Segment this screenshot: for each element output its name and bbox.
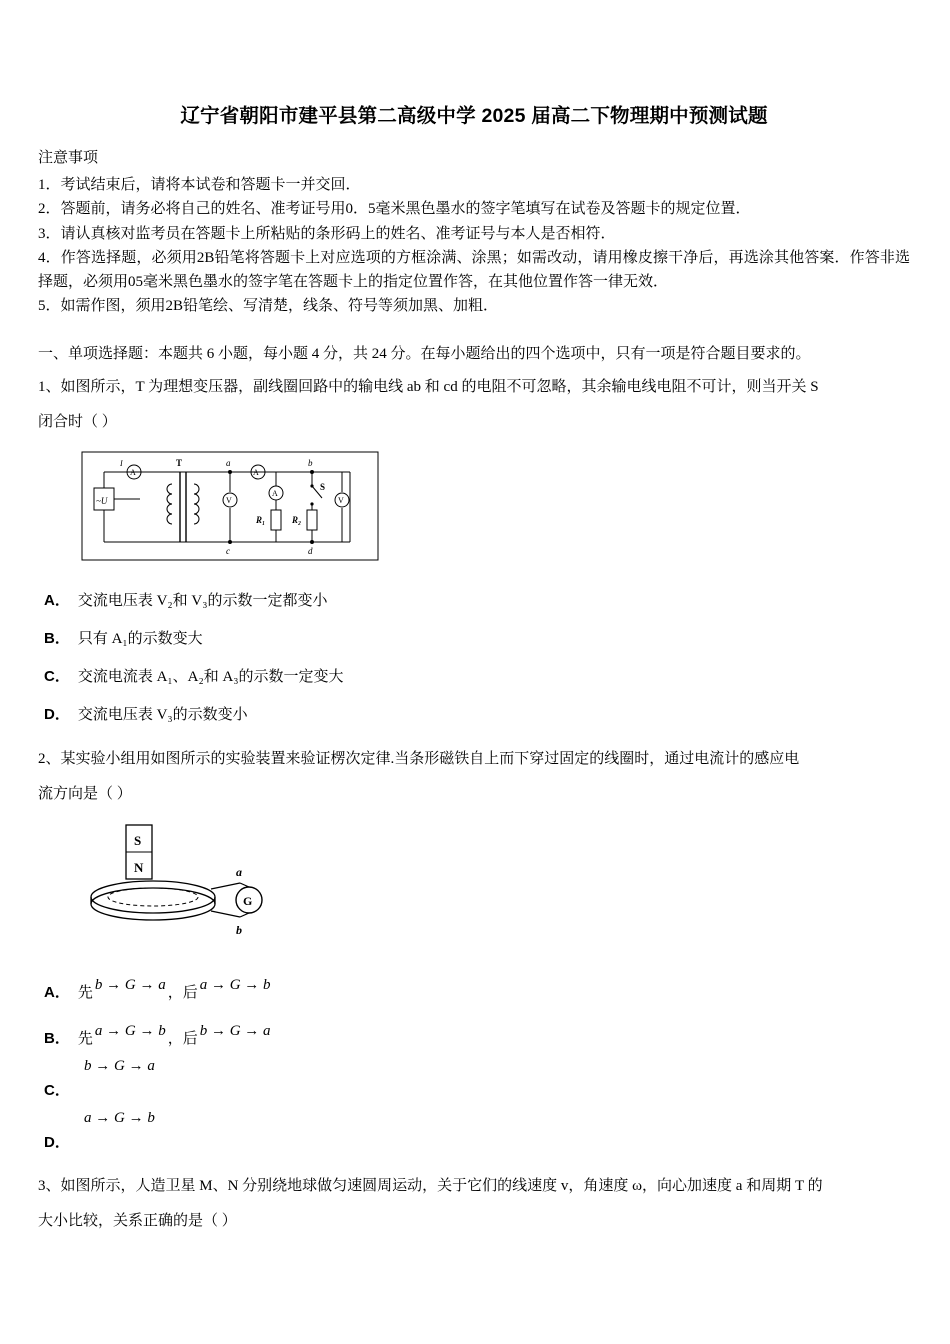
- section-heading: 一、单项选择题：本题共 6 小题，每小题 4 分，共 24 分。在每小题给出的四个选项中，只有一项是符合题目要求的。: [38, 345, 811, 362]
- notice-item: 3．请认真核对监考员在答题卡上所粘贴的条形码上的姓名、准考证号与本人是否相符．: [38, 225, 616, 242]
- option-expression-2: b → G → a: [199, 1023, 271, 1040]
- option-text: 交流电流表 A₁、A₂和 A₃的示数一定变大: [77, 668, 344, 685]
- question-1-option-a: [44, 589, 910, 613]
- option-label: C．: [44, 667, 70, 685]
- magnet-coil-galvanometer-figure: [38, 821, 910, 956]
- option-label: A．: [44, 984, 70, 1002]
- notice-item: 5．如需作图，须用2B铅笔绘、写清楚，线条、符号等须加黑、加粗．: [38, 298, 499, 315]
- question-1-option-b: [44, 627, 910, 651]
- svg-text:N: N: [134, 860, 144, 876]
- option-middle: ，后: [167, 985, 198, 1002]
- option-prefix: 先: [77, 985, 93, 1002]
- option-expression-2: a → G → b: [199, 977, 271, 994]
- svg-text:A: A: [130, 467, 136, 477]
- svg-text:V: V: [226, 495, 232, 505]
- option-prefix: 先: [77, 1031, 93, 1048]
- option-middle: ，后: [167, 1031, 198, 1048]
- option-label: D．: [44, 1134, 70, 1152]
- question-1-option-c: [44, 665, 910, 689]
- svg-text:a: a: [226, 457, 231, 468]
- notice-heading: 注意事项: [38, 149, 99, 166]
- document-content: [38, 100, 910, 1237]
- svg-text:R₂: R₂: [292, 514, 302, 525]
- option-expression-1: b → G → a: [84, 1058, 155, 1075]
- svg-text:a: a: [236, 865, 242, 880]
- svg-text:S: S: [320, 481, 326, 492]
- svg-text:V: V: [338, 495, 344, 505]
- option-text: 只有 A₁的示数变大: [77, 630, 203, 647]
- svg-text:b: b: [236, 923, 242, 938]
- page-title: 辽宁省朝阳市建平县第二高级中学 2025 届高二下物理期中预测试题: [180, 105, 768, 127]
- transformer-circuit-figure: [38, 450, 910, 575]
- option-expression-1: a → G → b: [84, 1110, 155, 1127]
- svg-text:I: I: [120, 458, 123, 468]
- svg-text:c: c: [226, 545, 230, 556]
- svg-text:R₁: R₁: [256, 514, 266, 525]
- notice-item: 4．作答选择题，必须用2B铅笔将答题卡上对应选项的方框涂满、涂黑；如需改动，请用橡皮擦干净后，再选涂其他答案．作答非选择题，必须用05毫米黑色墨水的签字笔在答题卡上的指定位置作答，在其他位置作答一律无效．: [38, 249, 910, 291]
- svg-text:b: b: [308, 457, 313, 468]
- option-text: 交流电压表 V₃的示数变小: [77, 706, 248, 723]
- svg-text:G: G: [243, 894, 253, 909]
- question-2-option-c: [44, 1058, 910, 1100]
- notice-item: 1．考试结束后，请将本试卷和答题卡一并交回．: [38, 177, 361, 193]
- svg-text:A: A: [253, 467, 259, 477]
- option-label: C．: [44, 1082, 70, 1100]
- option-expression-1: b → G → a: [94, 977, 166, 994]
- question-2-option-a: [44, 972, 910, 1002]
- option-label: D．: [44, 705, 70, 723]
- notice-item: 2．答题前，请务必将自己的姓名、准考证号用0．5毫米黑色墨水的签字笔填写在试卷及答题卡的规定位置．: [38, 201, 751, 218]
- option-expression-1: a → G → b: [94, 1023, 166, 1040]
- question-2-stem-line2: 流方向是（ ）: [38, 785, 132, 802]
- option-label: A．: [44, 591, 70, 609]
- option-text: 交流电压表 V₂和 V₃的示数一定都变小: [77, 592, 328, 609]
- question-2-stem-line1: 2、某实验小组用如图所示的实验装置来验证楞次定律.当条形磁铁自上而下穿过固定的线圈时，通过电流计的感应电: [38, 750, 800, 767]
- question-3-stem-line2: 大小比较，关系正确的是（ ）: [38, 1213, 237, 1230]
- question-1-stem-line1: 1、如图所示，T 为理想变压器，副线圈回路中的输电线 ab 和 cd 的电阻不可忽略，其余输电线电阻不可计，则当开关 S: [38, 379, 819, 396]
- svg-text:S: S: [134, 833, 142, 849]
- svg-text:~U: ~U: [96, 495, 108, 506]
- option-label: B．: [44, 629, 70, 647]
- option-label: B．: [44, 1030, 70, 1048]
- question-2-option-d: [44, 1110, 910, 1152]
- question-2-option-b: [44, 1018, 910, 1048]
- svg-text:A: A: [272, 488, 278, 498]
- question-1-option-d: [44, 703, 910, 727]
- svg-text:d: d: [308, 545, 313, 556]
- question-3-stem-line1: 3、如图所示，人造卫星 M、N 分别绕地球做匀速圆周运动，关于它们的线速度 v，角速度 ω，向心加速度 a 和周期 T 的: [38, 1178, 823, 1195]
- question-1-stem-line2: 闭合时（ ）: [38, 414, 117, 431]
- svg-text:T: T: [176, 457, 183, 468]
